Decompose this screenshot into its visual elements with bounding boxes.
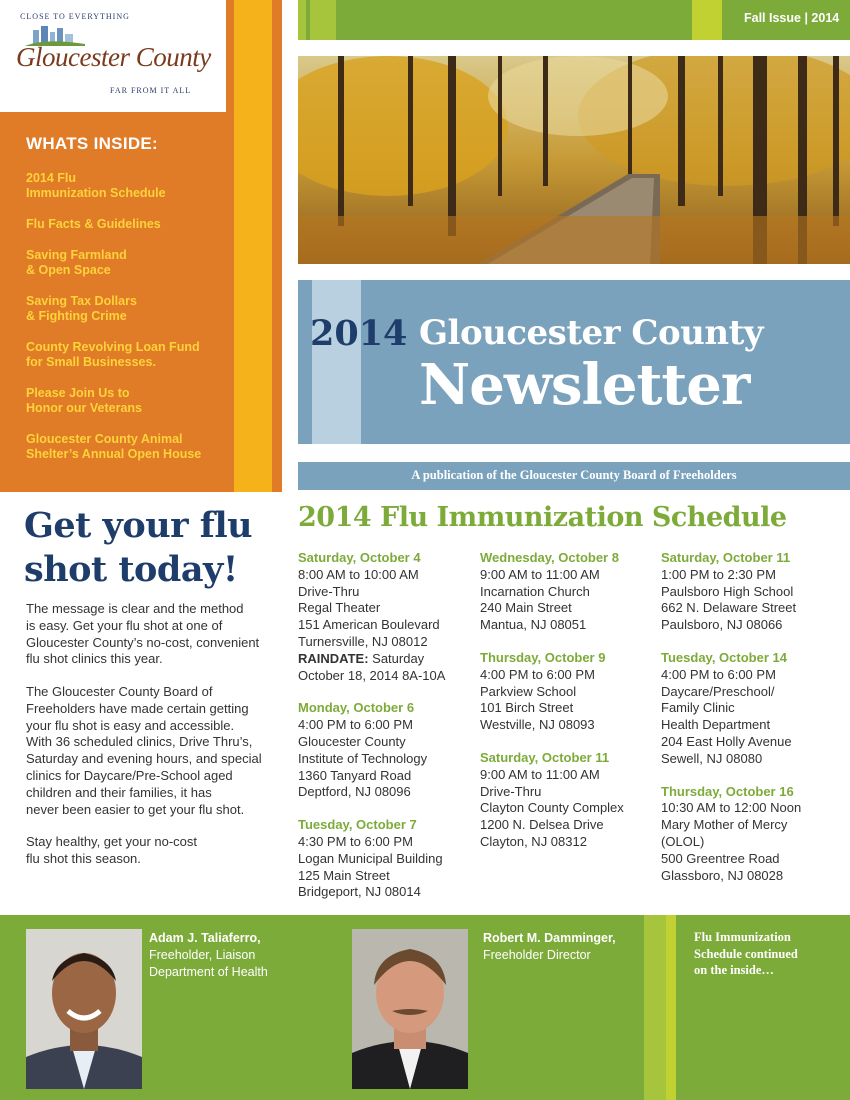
freeholder-2-name: Robert M. Damminger, [483,931,616,945]
article-line: With 36 scheduled clinics, Drive Thru’s, [26,734,253,750]
event-line: 1:00 PM to 2:30 PM [661,566,776,582]
article-line: flu shot this season. [26,850,141,866]
event-line: 151 American Boulevard [298,617,440,633]
logo-tagline-bottom: FAR FROM IT ALL [110,86,192,95]
event-line: 125 Main Street [298,867,390,883]
event-line: 1360 Tanyard Road [298,767,412,783]
role-line: Department of Health [149,965,268,979]
article-paragraph [26,601,288,668]
schedule-event [480,650,666,734]
schedule-event [298,817,484,901]
whats-inside-item[interactable] [26,294,226,324]
schedule-column [661,550,847,900]
whats-inside-item-line: Honor our Veterans [26,401,142,415]
yellow-stripe [234,0,272,492]
event-line: 9:00 AM to 11:00 AM [480,766,600,782]
event-line: Incarnation Church [480,583,590,599]
schedule-column [298,550,484,917]
schedule-event [298,550,484,684]
forest-photo-art [298,56,850,264]
event-line: 4:30 PM to 6:00 PM [298,833,413,849]
whats-inside-item-line: County Revolving Loan Fund [26,340,200,354]
event-line: Deptford, NJ 08096 [298,784,411,800]
whats-inside-item-line: Saving Farmland [26,248,127,262]
article-line: The Gloucester County Board of [26,684,213,699]
whats-inside-item-line: for Small Businesses. [26,355,156,369]
article-line: never been easier to get your flu shot. [26,801,245,817]
event-date: Tuesday, October 7 [298,817,417,833]
portrait-taliaferro [26,929,142,1089]
continued-line: Flu Immunization [694,930,791,944]
event-date: Saturday, October 4 [298,550,421,565]
whats-inside-item-line: Immunization Schedule [26,186,166,200]
event-date: Monday, October 6 [298,700,415,716]
whats-inside-item-line: & Open Space [26,263,111,277]
event-line: 4:00 PM to 6:00 PM [298,717,413,733]
logo-tagline-top: CLOSE TO EVERYTHING [20,12,130,21]
schedule-event [480,550,666,634]
orange-stripe [226,0,234,492]
article-line: Gloucester County’s no-cost, convenient [26,634,260,650]
article-headline: Get your flu shot today! [24,505,253,590]
article-paragraph [26,684,288,818]
whats-inside-item-line: Shelter’s Annual Open House [26,447,202,461]
event-date: Saturday, October 11 [661,550,791,565]
schedule-event [661,550,847,634]
title-year: 2014 [310,313,408,354]
whats-inside-item-line: Gloucester County Animal [26,432,183,446]
event-line: Paulsboro, NJ 08066 [661,617,783,633]
continued-line: on the inside… [694,963,774,978]
event-line: Drive-Thru [480,783,542,799]
forest-boardwalk-photo [298,56,850,264]
event-line: 9:00 AM to 11:00 AM [480,566,600,582]
event-line: Regal Theater [298,600,381,616]
raindate-line [298,651,484,668]
freeholder-1-name: Adam J. Taliaferro, [149,931,261,945]
event-line: 204 East Holly Avenue [661,733,792,749]
raindate-label: RAINDATE: [298,650,369,666]
event-line: 500 Greentree Road [661,850,780,866]
whats-inside-title: WHATS INSIDE: [26,134,159,153]
event-line: Westville, NJ 08093 [480,717,595,733]
role-line: Freeholder, Liaison [149,948,256,962]
event-line: 240 Main Street [480,600,572,616]
raindate-line: October 18, 2014 8A-10A [298,667,446,683]
freeholder-1-role [149,947,268,981]
schedule-event [661,784,847,885]
whats-inside-item-line: Please Join Us to [26,386,130,400]
whats-inside-item-line: Flu Facts & Guidelines [26,217,161,231]
event-line: Paulsboro High School [661,583,794,599]
continued-note [694,929,844,979]
whats-inside-item[interactable] [26,386,226,416]
whats-inside-item[interactable] [26,432,226,462]
event-line: 101 Birch Street [480,700,574,716]
article-line: children and their families, it has [26,784,212,800]
article-line: your flu shot is easy and accessible. [26,717,235,733]
schedule-column [480,550,666,867]
event-line: 10:30 AM to 12:00 Noon [661,800,802,816]
event-line: 4:00 PM to 6:00 PM [480,666,595,682]
event-line: Logan Municipal Building [298,850,443,866]
event-line: Turnersville, NJ 08012 [298,633,428,649]
freeholder-2-role [483,947,591,964]
event-line: Glassboro, NJ 08028 [661,867,784,883]
event-line: Gloucester County [298,733,406,749]
issue-label: Fall Issue | 2014 [744,11,840,25]
county-logo [0,0,226,112]
article-line: The message is clear and the method [26,601,244,616]
publication-line: A publication of the Gloucester County Board of Freeholders [411,468,737,482]
event-line: 4:00 PM to 6:00 PM [661,666,776,682]
schedule-title: 2014 Flu Immunization Schedule [298,502,787,533]
event-date: Tuesday, October 14 [661,649,787,665]
continued-line: Schedule continued [694,946,798,961]
logo-name: Gloucester County [16,42,211,72]
article-line: Stay healthy, get your no-cost [26,834,198,849]
article-line: flu shot clinics this year. [26,651,163,667]
whats-inside-item-line: & Fighting Crime [26,309,127,323]
event-date: Thursday, October 9 [480,649,606,665]
article-line: Saturday and evening hours, and special [26,751,262,767]
whats-inside-item[interactable] [26,248,226,278]
event-line: Bridgeport, NJ 08014 [298,884,421,900]
event-date: Thursday, October 16 [661,783,794,799]
whats-inside-item[interactable] [26,217,226,232]
event-line: Clayton, NJ 08312 [480,833,587,849]
event-date: Saturday, October 11 [480,749,610,765]
event-line: Health Department [661,717,771,733]
portrait-damminger [352,929,468,1089]
title-county: Gloucester County [419,313,764,353]
title-newsletter: Newsletter [419,352,750,418]
event-date: Wednesday, October 8 [480,550,619,565]
raindate-value: Saturday [368,650,425,666]
whats-inside-list [26,171,226,478]
event-line: Sewell, NJ 08080 [661,750,763,766]
whats-inside-item[interactable] [26,340,226,370]
event-line: 1200 N. Delsea Drive [480,817,604,833]
whats-inside-item[interactable] [26,171,226,201]
article-paragraph [26,834,288,868]
event-line: 662 N. Delaware Street [661,600,797,616]
event-line: Mantua, NJ 08051 [480,617,587,633]
event-line: Parkview School [480,683,577,699]
event-line: Mary Mother of Mercy [661,817,788,833]
article-line: Freeholders have made certain getting [26,700,249,716]
event-line: (OLOL) [661,833,705,849]
schedule-event [298,700,484,801]
whats-inside-item-line: Saving Tax Dollars [26,294,137,308]
schedule-event [480,750,666,851]
schedule-event [661,650,847,768]
event-line: 8:00 AM to 10:00 AM [298,566,419,582]
role-line: Freeholder Director [483,948,591,962]
event-line: Clayton County Complex [480,800,624,816]
article-line: clinics for Daycare/Pre-School aged [26,767,233,783]
event-line: Family Clinic [661,700,735,716]
event-line: Drive-Thru [298,583,360,599]
article-line: is easy. Get your flu shot at one of [26,617,223,633]
event-line: Institute of Technology [298,750,428,766]
event-line: Daycare/Preschool/ [661,683,775,699]
whats-inside-item-line: 2014 Flu [26,171,77,185]
orange-stripe-right [272,0,282,492]
